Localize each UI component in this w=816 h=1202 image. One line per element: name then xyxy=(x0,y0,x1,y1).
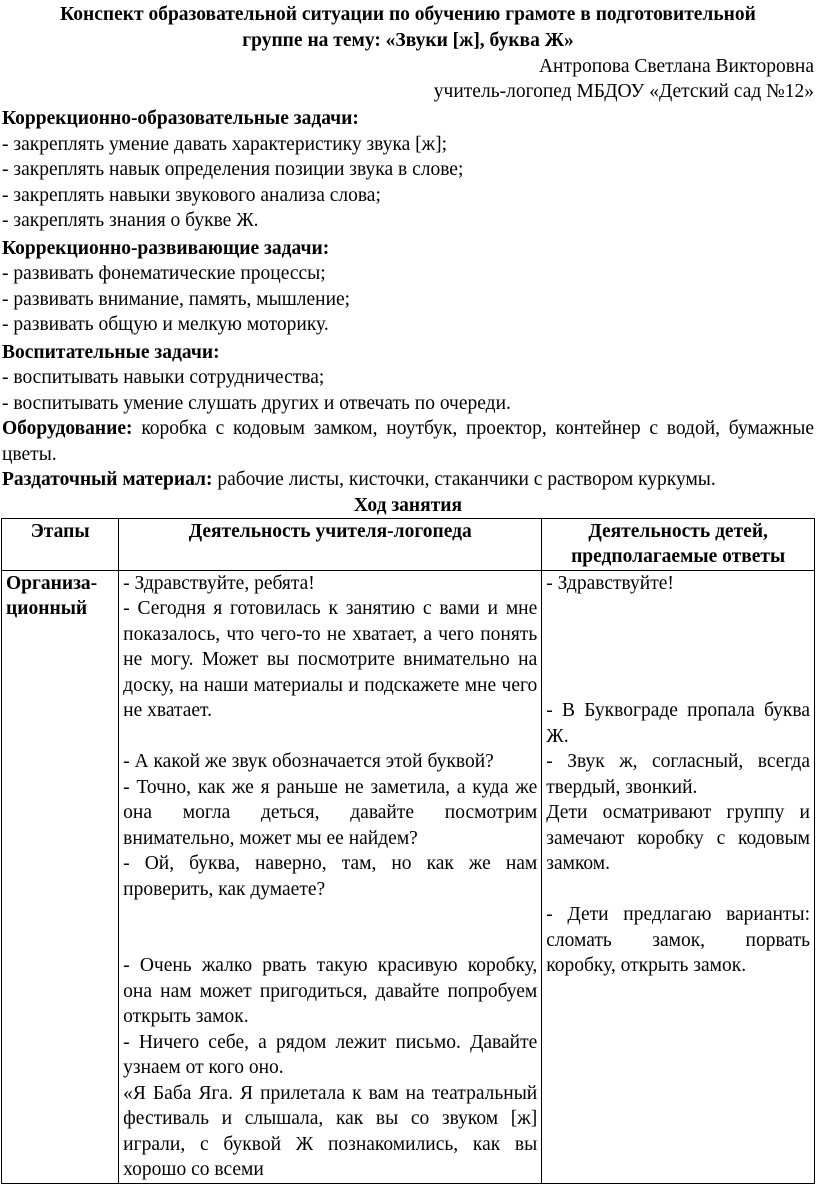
children-line: - Дети предлагаю варианты: сломать замок, порвать коробку, открыть замок. xyxy=(546,904,810,976)
document-title xyxy=(0,2,816,54)
course-title: Ход занятия xyxy=(353,494,463,516)
table-row xyxy=(2,570,815,1183)
spacer xyxy=(546,647,810,673)
task-item: - развивать общую и мелкую моторику. xyxy=(2,314,329,335)
spacer xyxy=(546,596,810,622)
spacer xyxy=(546,877,810,903)
spacer xyxy=(123,902,537,928)
teacher-line: - Здравствуйте, ребята! xyxy=(123,572,315,594)
equipment-label: Оборудование: xyxy=(2,418,133,439)
task-item: - развивать фонематические процессы; xyxy=(2,263,326,284)
author-name: Антропова Светлана Викторовна xyxy=(538,56,814,77)
handout-text: рабочие листы, кисточки, стаканчики с раствором куркумы. xyxy=(212,469,716,490)
author-position: учитель-логопед МБДОУ «Детский сад №12» xyxy=(433,81,814,102)
task-item: - развивать внимание, память, мышление; xyxy=(2,288,351,310)
header-children xyxy=(542,518,815,570)
spacer xyxy=(123,724,537,750)
task-item: - закреплять навыки звукового анализа слова; xyxy=(2,184,381,206)
header-stages: Этапы xyxy=(2,518,119,570)
title-line-1: Конспект образовательной ситуации по обучению грамоте в подготовительной xyxy=(60,4,756,25)
teacher-activity-cell xyxy=(119,570,542,1183)
task-item: - закреплять навык определения позиции звука в слове; xyxy=(2,159,464,180)
stage-line-2: ционный xyxy=(6,598,88,619)
table-header-row xyxy=(2,518,815,570)
teacher-line: - Точно, как же я раньше не заметила, а куда же она могла деться, давайте посмотрим внимательно, может мы ее найдем? xyxy=(123,776,538,849)
correction-educational-title: Коррекционно-образовательные задачи: xyxy=(2,108,359,129)
task-item: - закреплять знания о букве Ж. xyxy=(2,210,259,231)
spacer xyxy=(546,622,810,648)
spacer xyxy=(123,928,537,954)
task-item: - воспитывать умение слушать других и отвечать по очереди. xyxy=(2,392,511,414)
teacher-line: - А какой же звук обозначается этой буквой? xyxy=(123,751,494,772)
title-line-2: группе на тему: «Звуки [ж], буква Ж» xyxy=(242,30,574,51)
teacher-line: - Сегодня я готовилась к занятию с вами и мне показалось, что чего-то не хватает, а чего понять не могу. Может вы посмотрите внимательно на доску, на наши материалы и подскажете мне чего не хватает. xyxy=(123,598,538,721)
children-line: - В Буквограде пропала буква Ж. xyxy=(546,700,810,747)
teacher-line: - Очень жалко рвать такую красивую коробку, она нам может пригодиться, давайте попробуем открыть замок. xyxy=(123,955,538,1027)
children-line: Дети осматривают группу и замечают коробку с кодовым замком. xyxy=(546,802,810,874)
header-children-line-1: Деятельность детей, xyxy=(588,520,768,542)
handout-label: Раздаточный материал: xyxy=(2,469,213,490)
stage-cell xyxy=(2,570,119,1183)
teacher-line: - Ой, буква, наверно, там, но как же нам проверить, как думаете? xyxy=(123,853,538,900)
header-children-line-2: предполагаемые ответы xyxy=(571,546,786,567)
equipment-text: коробка с кодовым замком, ноутбук, проектор, контейнер с водой, бумажные цветы. xyxy=(2,418,814,465)
task-item: - закреплять умение давать характеристику звука [ж]; xyxy=(2,133,448,155)
teacher-line: «Я Баба Яга. Я прилетала к вам на театральный фестиваль и слышала, как вы со звуком [ж] играли, с буквой Ж познакомились, как вы хорошо со всеми xyxy=(123,1082,538,1180)
equipment-paragraph xyxy=(0,416,816,467)
children-activity-cell xyxy=(542,570,815,1183)
course-table xyxy=(1,518,815,1184)
upbringing-title: Воспитательные задачи: xyxy=(2,341,220,363)
children-line: - Здравствуйте! xyxy=(546,572,674,594)
handout-paragraph xyxy=(0,467,816,493)
teacher-line: - Ничего себе, а рядом лежит письмо. Давайте узнаем от кого оно. xyxy=(123,1031,538,1078)
task-item: - воспитывать навыки сотрудничества; xyxy=(2,367,325,388)
correction-developmental-title: Коррекционно-развивающие задачи: xyxy=(2,237,330,259)
header-teacher: Деятельность учителя-логопеда xyxy=(119,518,542,570)
stage-line-1: Организа- xyxy=(6,572,98,594)
children-line: - Звук ж, согласный, всегда твердый, звонкий. xyxy=(546,751,810,798)
spacer xyxy=(546,673,810,699)
